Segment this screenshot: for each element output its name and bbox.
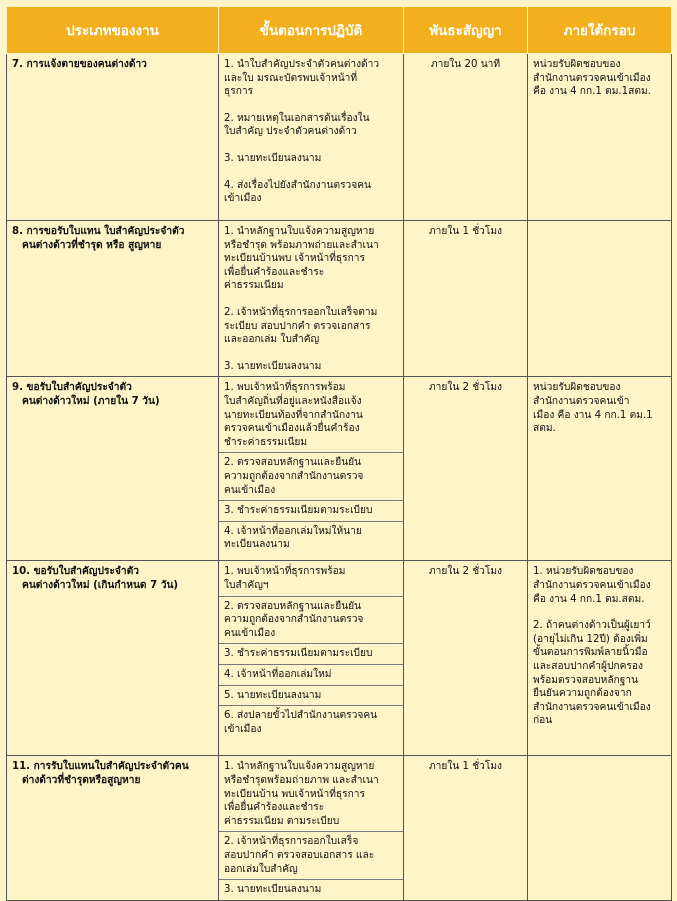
step-spacer — [224, 99, 398, 112]
work-type-line: 11. การรับใบแทนใบสำคัญประจำตัวคน — [12, 761, 189, 773]
procedure-step-line: นายทะเบียนท้องที่จากสำนักงาน — [224, 409, 363, 421]
procedure-steps-cell — [219, 221, 404, 377]
step-divider — [219, 521, 403, 522]
procedure-step-line: ใบสำคัญฯ — [224, 579, 269, 591]
step-spacer — [224, 293, 398, 306]
work-type-line: 10. ขอรับใบสำคัญประจำตัว — [12, 566, 139, 578]
framework-line: (อายุไม่เกิน 12ปี) ต้องเพิ่ม — [533, 633, 648, 645]
procedure-step-line: 1. นำใบสำคัญประจำตัวคนต่างด้าว — [224, 59, 380, 70]
procedure-step-line: 2. ตรวจสอบหลักฐานและยืนยัน — [224, 457, 362, 469]
procedure-step-line: ทะเบียนบ้าน พบเจ้าหน้าที่ธุรการ — [224, 788, 365, 800]
framework-line: สำนักงานตรวจคนเข้าเมือง — [533, 701, 651, 713]
commitment-time-cell: ภายใน 1 ชั่วโมง — [404, 221, 528, 377]
work-type-line: คนต่างด้าวใหม่ (ภายใน 7 วัน) — [22, 395, 160, 407]
framework-spacer — [533, 606, 666, 619]
procedure-step-line: 3. ชำระค่าธรรมเนียมตามระเบียบ — [224, 648, 373, 660]
work-type-cell — [7, 377, 219, 561]
procedure-step-line: 6. ส่งปลายขั้วไปสำนักงานตรวจคน — [224, 710, 378, 722]
work-type-line: 9. ขอรับใบสำคัญประจำตัว — [12, 382, 132, 394]
procedure-step-line: เพื่อยื่นคำร้องและชำระ — [224, 266, 325, 278]
procedure-step-line: 4. ส่งเรื่องไปยังสำนักงานตรวจคน — [224, 179, 372, 191]
framework-cell — [528, 756, 672, 900]
table-row — [7, 221, 672, 377]
procedure-steps-cell — [219, 54, 404, 221]
procedure-step-line: และใบ มรณะบัตรพบเจ้าหน้าที่ — [224, 72, 358, 84]
framework-line: ขั้นตอนการพิมพ์ลายนิ้วมือ — [533, 647, 648, 659]
framework-line: สำนักงานตรวจคนเข้าเมือง — [533, 72, 651, 84]
framework-line: สำนักงานตรวจคนเข้า — [533, 395, 630, 407]
framework-line: หน่วยรับผิดชอบของ — [533, 59, 621, 70]
header-framework: ภายใต้กรอบ — [528, 7, 672, 54]
framework-line: หน่วยรับผิดชอบของ — [533, 382, 621, 394]
commitment-time-cell: ภายใน 2 ชั่วโมง — [404, 561, 528, 756]
procedure-step-line: ระเบียบ สอบปากคำ ตรวจเอกสาร — [224, 320, 371, 332]
framework-line: ก่อน — [533, 715, 553, 727]
procedure-step-line: 3. นายทะเบียนลงนาม — [224, 884, 322, 896]
framework-line: และสอบปากคำผู้ปกครอง — [533, 660, 643, 672]
framework-cell — [528, 377, 672, 561]
work-type-cell — [7, 561, 219, 756]
table-header-row — [7, 7, 672, 54]
step-spacer — [224, 166, 398, 179]
procedure-step-line: ใบสำคัญถิ่นที่อยู่และหนังสือแจ้ง — [224, 395, 362, 407]
framework-line: คือ งาน 4 กก.1 ตม.1สตม. — [533, 86, 651, 98]
procedure-step-line: 4. เจ้าหน้าที่ออกเล่มใหม่ — [224, 668, 332, 680]
procedure-step-line: ออกเล่มใบสำคัญ — [224, 863, 298, 875]
procedure-table — [6, 6, 672, 901]
header-procedure-steps: ขั้นตอนการปฏิบัติ — [219, 7, 404, 54]
procedure-step-line: ชำระค่าธรรมเนียม — [224, 436, 308, 448]
table-row — [7, 377, 672, 561]
procedure-step-line: ความถูกต้องจากสำนักงานตรวจ — [224, 614, 364, 626]
header-work-type: ประเภทของงาน — [7, 7, 219, 54]
procedure-step-line: 4. เจ้าหน้าที่ออกเล่มใหม่ให้นาย — [224, 525, 362, 537]
step-spacer — [224, 139, 398, 152]
procedure-step-line: คนเข้าเมือง — [224, 484, 276, 496]
framework-line: 2. ถ้าคนต่างด้าวเป็นผู้เยาว์ — [533, 620, 651, 632]
procedure-step-line: หรือชำรุด พร้อมภาพถ่ายและสำเนา — [224, 239, 379, 251]
procedure-step-line: 1. พบเจ้าหน้าที่ธุรการพร้อม — [224, 382, 346, 394]
framework-cell — [528, 54, 672, 221]
framework-line: พร้อมตรวจสอบหลักฐาน — [533, 674, 639, 686]
step-divider — [219, 643, 403, 644]
procedure-step-line: เข้าเมือง — [224, 723, 262, 735]
procedure-step-line: 1. พบเจ้าหน้าที่ธุรการพร้อม — [224, 566, 346, 578]
work-type-cell — [7, 221, 219, 377]
table-row — [7, 561, 672, 756]
procedure-step-line: 5. นายทะเบียนลงนาม — [224, 689, 322, 701]
header-commitment: พันธะสัญญา — [404, 7, 528, 54]
work-type-line: ต่างด้าวที่ชำรุดหรือสูญหาย — [22, 774, 141, 786]
commitment-time-cell: ภายใน 2 ชั่วโมง — [404, 377, 528, 561]
procedure-step-line: ค่าธรรมเนียม — [224, 280, 284, 292]
commitment-time-cell: ภายใน 1 ชั่วโมง — [404, 756, 528, 900]
step-divider — [219, 831, 403, 832]
procedure-step-line: 2. หมายเหตุในเอกสารต้นเรื่องใน — [224, 112, 370, 124]
procedure-step-line: 3. นายทะเบียนลงนาม — [224, 152, 322, 164]
procedure-step-line: ทะเบียนลงนาม — [224, 539, 290, 551]
procedure-step-line: ตรวจคนเข้าเมืองแล้วยื่นคำร้อง — [224, 423, 360, 435]
procedure-step-line: 1. นำหลักฐานใบแจ้งความสูญหาย — [224, 761, 375, 773]
procedure-steps-cell — [219, 756, 404, 900]
procedure-step-line: ค่าธรรมเนียม ตามระเบียบ — [224, 815, 340, 827]
procedure-step-line: เข้าเมือง — [224, 193, 262, 205]
procedure-steps-cell — [219, 561, 404, 756]
commitment-time-cell: ภายใน 20 นาที — [404, 54, 528, 221]
procedure-step-line: ความถูกต้องจากสำนักงานตรวจ — [224, 470, 364, 482]
procedure-step-line: 3. ชำระค่าธรรมเนียมตามระเบียบ — [224, 505, 373, 517]
procedure-step-line: คนเข้าเมือง — [224, 627, 276, 639]
procedure-step-line: 2. ตรวจสอบหลักฐานและยืนยัน — [224, 600, 362, 612]
framework-line: เมือง คือ งาน 4 กก.1 ตม.1 — [533, 409, 653, 421]
work-type-cell — [7, 54, 219, 221]
table-row — [7, 756, 672, 900]
framework-line: ยืนยันความถูกต้องจาก — [533, 688, 632, 700]
procedure-step-line: 1. นำหลักฐานใบแจ้งความสูญหาย — [224, 226, 375, 237]
table-body — [7, 54, 672, 901]
step-divider — [219, 705, 403, 706]
work-type-line: 7. การแจ้งตายของคนต่างด้าว — [12, 59, 147, 70]
procedure-steps-cell — [219, 377, 404, 561]
framework-line: สตม. — [533, 423, 556, 435]
work-type-cell — [7, 756, 219, 900]
procedure-step-line: 2. เจ้าหน้าที่ธุรการออกใบเสร็จตาม — [224, 306, 378, 318]
framework-line: 1. หน่วยรับผิดชอบของ — [533, 566, 634, 578]
procedure-step-line: ทะเบียนบ้านพบ เจ้าหน้าที่ธุรการ — [224, 253, 365, 265]
step-divider — [219, 879, 403, 880]
procedure-step-line: ใบสำคัญ ประจำตัวคนต่างด้าว — [224, 126, 357, 138]
procedure-step-line: สอบปากคำ ตรวจสอบเอกสาร และ — [224, 849, 375, 861]
step-divider — [219, 685, 403, 686]
procedure-step-line: 2. เจ้าหน้าที่ธุรการออกใบเสร็จ — [224, 836, 359, 848]
work-type-line: คนต่างด้าวใหม่ (เกินกำหนด 7 วัน) — [22, 579, 179, 591]
work-type-line: 8. การขอรับใบแทน ใบสำคัญประจำตัว — [12, 226, 185, 237]
step-divider — [219, 452, 403, 453]
table-row — [7, 54, 672, 221]
work-type-line: คนต่างด้าวที่ชำรุด หรือ สูญหาย — [22, 239, 162, 251]
framework-cell — [528, 221, 672, 377]
procedure-step-line: และออกเล่ม ใบสำคัญ — [224, 334, 320, 346]
step-divider — [219, 500, 403, 501]
step-divider — [219, 664, 403, 665]
framework-cell — [528, 561, 672, 756]
procedure-step-line: ธุรการ — [224, 86, 254, 98]
framework-line: สำนักงานตรวจคนเข้าเมือง — [533, 579, 651, 591]
step-divider — [219, 596, 403, 597]
framework-line: คือ งาน 4 กก.1 ตม.สตม. — [533, 593, 645, 605]
procedure-step-line: เพื่อยื่นคำร้องและชำระ — [224, 802, 325, 814]
step-spacer — [224, 347, 398, 360]
procedure-step-line: 3. นายทะเบียนลงนาม — [224, 360, 322, 372]
procedure-step-line: หรือชำรุดพร้อมถ่ายภาพ และสำเนา — [224, 774, 379, 786]
procedure-table-page — [6, 6, 671, 901]
